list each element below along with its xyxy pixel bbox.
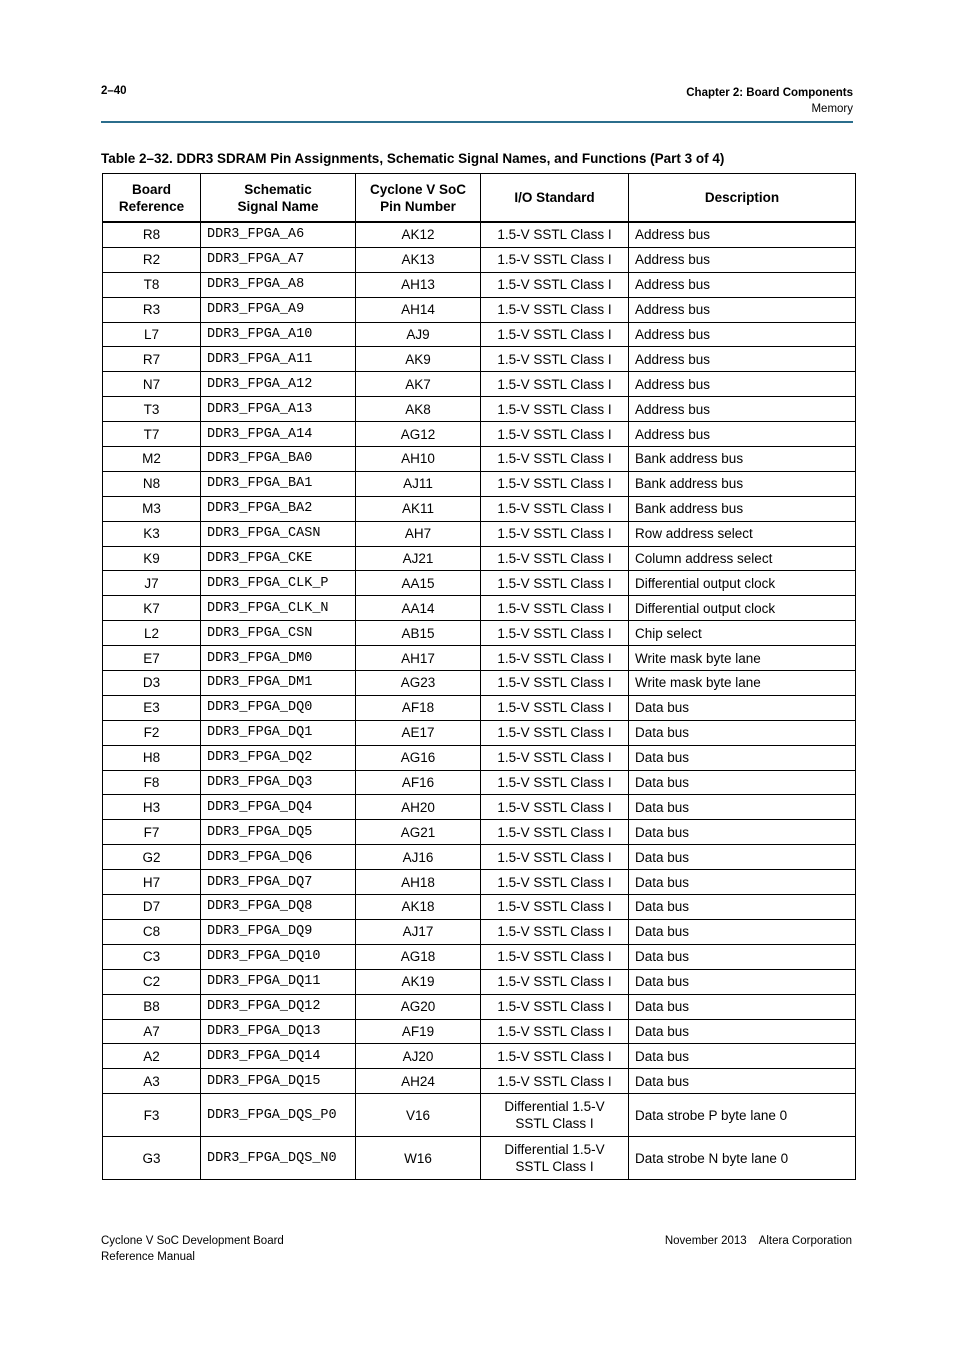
description-cell: Data bus (629, 1019, 856, 1044)
description-cell: Data bus (629, 820, 856, 845)
pin-number-cell: AK18 (356, 895, 481, 920)
signal-name-cell: DDR3_FPGA_A14 (201, 422, 356, 447)
signal-name-cell: DDR3_FPGA_BA2 (201, 496, 356, 521)
signal-name-cell: DDR3_FPGA_A13 (201, 397, 356, 422)
company-name: Altera Corporation (758, 1235, 852, 1247)
board-reference-cell: D3 (103, 671, 201, 696)
table-row (103, 770, 856, 795)
io-standard-cell: 1.5-V SSTL Class I (481, 272, 629, 297)
io-standard-cell: 1.5-V SSTL Class I (481, 471, 629, 496)
pin-number-cell: AK11 (356, 496, 481, 521)
io-standard-cell: 1.5-V SSTL Class I (481, 919, 629, 944)
pin-number-cell: AK12 (356, 222, 481, 247)
board-reference-cell: J7 (103, 571, 201, 596)
io-standard-cell: 1.5-V SSTL Class I (481, 397, 629, 422)
io-standard-cell (481, 1137, 629, 1180)
table-row (103, 272, 856, 297)
signal-name-cell: DDR3_FPGA_DQ12 (201, 994, 356, 1019)
board-reference-cell: A2 (103, 1044, 201, 1069)
pin-number-cell: AF19 (356, 1019, 481, 1044)
pin-number-cell: AK9 (356, 347, 481, 372)
table-row (103, 919, 856, 944)
table-row (103, 1019, 856, 1044)
signal-name-cell: DDR3_FPGA_A9 (201, 297, 356, 322)
board-reference-cell: M2 (103, 447, 201, 472)
signal-name-cell: DDR3_FPGA_DQ14 (201, 1044, 356, 1069)
board-reference-cell: F3 (103, 1094, 201, 1137)
table-row (103, 820, 856, 845)
table-row (103, 496, 856, 521)
table-row (103, 471, 856, 496)
table-row (103, 969, 856, 994)
signal-name-cell: DDR3_FPGA_DQ3 (201, 770, 356, 795)
signal-name-cell: DDR3_FPGA_DM1 (201, 671, 356, 696)
table-row (103, 1044, 856, 1069)
table-row (103, 671, 856, 696)
io-standard-cell: 1.5-V SSTL Class I (481, 870, 629, 895)
table-row (103, 845, 856, 870)
signal-name-cell: DDR3_FPGA_A7 (201, 247, 356, 272)
signal-name-cell: DDR3_FPGA_BA1 (201, 471, 356, 496)
pin-number-cell: AK13 (356, 247, 481, 272)
signal-name-cell: DDR3_FPGA_DQ6 (201, 845, 356, 870)
board-reference-cell: H8 (103, 745, 201, 770)
table-row (103, 1069, 856, 1094)
description-cell: Data bus (629, 944, 856, 969)
io-standard-cell: 1.5-V SSTL Class I (481, 1044, 629, 1069)
description-cell: Data bus (629, 1044, 856, 1069)
description-cell: Row address select (629, 521, 856, 546)
io-standard-cell: 1.5-V SSTL Class I (481, 297, 629, 322)
description-cell: Data bus (629, 770, 856, 795)
pin-number-cell: AJ11 (356, 471, 481, 496)
description-cell: Differential output clock (629, 571, 856, 596)
table-row (103, 895, 856, 920)
pin-number-cell: AG21 (356, 820, 481, 845)
io-standard-cell: 1.5-V SSTL Class I (481, 571, 629, 596)
table-row (103, 1137, 856, 1180)
description-cell: Chip select (629, 621, 856, 646)
pin-number-cell: AH18 (356, 870, 481, 895)
table-row (103, 571, 856, 596)
signal-name-cell: DDR3_FPGA_A11 (201, 347, 356, 372)
io-standard-cell: 1.5-V SSTL Class I (481, 820, 629, 845)
description-cell: Data bus (629, 870, 856, 895)
description-cell: Address bus (629, 297, 856, 322)
board-reference-cell: G3 (103, 1137, 201, 1180)
signal-name-cell: DDR3_FPGA_DQ7 (201, 870, 356, 895)
description-cell: Data bus (629, 795, 856, 820)
io-standard-cell: 1.5-V SSTL Class I (481, 895, 629, 920)
chapter-title: Chapter 2: Board Components (686, 87, 853, 99)
io-standard-cell: 1.5-V SSTL Class I (481, 671, 629, 696)
board-reference-cell: R2 (103, 247, 201, 272)
table-row (103, 720, 856, 745)
table-row (103, 322, 856, 347)
io-standard-cell: 1.5-V SSTL Class I (481, 222, 629, 247)
description-cell: Address bus (629, 322, 856, 347)
pin-number-cell: V16 (356, 1094, 481, 1137)
pin-number-cell: W16 (356, 1137, 481, 1180)
board-reference-cell: K9 (103, 546, 201, 571)
description-cell: Data bus (629, 919, 856, 944)
page-number: 2–40 (101, 85, 127, 97)
col-header-description: Description (629, 174, 856, 223)
pin-number-cell: AH14 (356, 297, 481, 322)
board-reference-cell: T3 (103, 397, 201, 422)
description-cell: Write mask byte lane (629, 646, 856, 671)
description-cell: Data bus (629, 969, 856, 994)
description-cell: Data bus (629, 745, 856, 770)
signal-name-cell: DDR3_FPGA_CLK_P (201, 571, 356, 596)
table-row (103, 222, 856, 247)
table-row (103, 447, 856, 472)
io-standard-cell: 1.5-V SSTL Class I (481, 770, 629, 795)
col-header-pin-number: Cyclone V SoC Pin Number (356, 174, 481, 223)
io-standard-cell: 1.5-V SSTL Class I (481, 347, 629, 372)
pin-number-cell: AG12 (356, 422, 481, 447)
description-cell: Bank address bus (629, 471, 856, 496)
description-cell: Data bus (629, 1069, 856, 1094)
col-header-io-standard: I/O Standard (481, 174, 629, 223)
board-reference-cell: L2 (103, 621, 201, 646)
signal-name-cell: DDR3_FPGA_DQ9 (201, 919, 356, 944)
pin-number-cell: AA14 (356, 596, 481, 621)
io-standard-cell: 1.5-V SSTL Class I (481, 372, 629, 397)
io-standard-cell: 1.5-V SSTL Class I (481, 546, 629, 571)
signal-name-cell: DDR3_FPGA_DQ11 (201, 969, 356, 994)
pin-number-cell: AH13 (356, 272, 481, 297)
pin-number-cell: AK19 (356, 969, 481, 994)
io-standard-cell: 1.5-V SSTL Class I (481, 1019, 629, 1044)
pin-number-cell: AG20 (356, 994, 481, 1019)
table-row (103, 1094, 856, 1137)
pin-assignment-table (102, 173, 856, 1180)
io-standard-line2: SSTL Class I (515, 1159, 594, 1175)
pin-number-cell: AJ9 (356, 322, 481, 347)
pin-number-cell: AK7 (356, 372, 481, 397)
footer-right (665, 1233, 852, 1249)
description-cell: Bank address bus (629, 496, 856, 521)
signal-name-cell: DDR3_FPGA_A8 (201, 272, 356, 297)
table-caption: Table 2–32. DDR3 SDRAM Pin Assignments, Schematic Signal Names, and Functions (Part 3 of 4) (101, 151, 725, 166)
board-reference-cell: T8 (103, 272, 201, 297)
board-reference-cell: M3 (103, 496, 201, 521)
description-cell: Data bus (629, 720, 856, 745)
pin-number-cell: AH7 (356, 521, 481, 546)
table-row (103, 546, 856, 571)
signal-name-cell: DDR3_FPGA_CLK_N (201, 596, 356, 621)
table-row (103, 646, 856, 671)
io-standard-cell: 1.5-V SSTL Class I (481, 944, 629, 969)
publish-date: November 2013 (664, 1235, 747, 1247)
board-reference-cell: R3 (103, 297, 201, 322)
board-reference-cell: N8 (103, 471, 201, 496)
io-standard-cell (481, 1094, 629, 1137)
pin-number-cell: AG23 (356, 671, 481, 696)
table-row (103, 347, 856, 372)
pin-number-cell: AH20 (356, 795, 481, 820)
io-standard-cell: 1.5-V SSTL Class I (481, 695, 629, 720)
signal-name-cell: DDR3_FPGA_BA0 (201, 447, 356, 472)
io-standard-cell: 1.5-V SSTL Class I (481, 422, 629, 447)
table-row (103, 870, 856, 895)
table-row (103, 397, 856, 422)
description-cell: Write mask byte lane (629, 671, 856, 696)
pin-number-cell: AJ16 (356, 845, 481, 870)
board-reference-cell: B8 (103, 994, 201, 1019)
board-reference-cell: C2 (103, 969, 201, 994)
board-reference-cell: R7 (103, 347, 201, 372)
board-reference-cell: G2 (103, 845, 201, 870)
io-standard-cell: 1.5-V SSTL Class I (481, 720, 629, 745)
description-cell: Address bus (629, 347, 856, 372)
description-cell: Data strobe N byte lane 0 (629, 1137, 856, 1180)
board-reference-cell: K7 (103, 596, 201, 621)
pin-number-cell: AF16 (356, 770, 481, 795)
signal-name-cell: DDR3_FPGA_DQ10 (201, 944, 356, 969)
description-cell: Data bus (629, 695, 856, 720)
io-standard-cell: 1.5-V SSTL Class I (481, 1069, 629, 1094)
col-header-signal-name: Schematic Signal Name (201, 174, 356, 223)
table-row (103, 621, 856, 646)
table-header-row (103, 174, 856, 223)
signal-name-cell: DDR3_FPGA_DM0 (201, 646, 356, 671)
footer-left (101, 1233, 284, 1265)
signal-name-cell: DDR3_FPGA_DQ1 (201, 720, 356, 745)
table-row (103, 297, 856, 322)
description-cell: Address bus (629, 272, 856, 297)
pin-number-cell: AF18 (356, 695, 481, 720)
io-standard-cell: 1.5-V SSTL Class I (481, 845, 629, 870)
board-reference-cell: C3 (103, 944, 201, 969)
manual-subtitle: Reference Manual (101, 1251, 195, 1263)
manual-title: Cyclone V SoC Development Board (101, 1235, 284, 1247)
description-cell: Data bus (629, 994, 856, 1019)
board-reference-cell: A7 (103, 1019, 201, 1044)
description-cell: Address bus (629, 247, 856, 272)
table-row (103, 745, 856, 770)
pin-number-cell: AG16 (356, 745, 481, 770)
pin-number-cell: AK8 (356, 397, 481, 422)
section-title: Memory (811, 103, 853, 115)
signal-name-cell: DDR3_FPGA_CSN (201, 621, 356, 646)
board-reference-cell: H7 (103, 870, 201, 895)
description-cell: Bank address bus (629, 447, 856, 472)
signal-name-cell: DDR3_FPGA_DQS_N0 (201, 1137, 356, 1180)
description-cell: Address bus (629, 397, 856, 422)
io-standard-cell: 1.5-V SSTL Class I (481, 969, 629, 994)
board-reference-cell: E7 (103, 646, 201, 671)
pin-number-cell: AH24 (356, 1069, 481, 1094)
table-row (103, 596, 856, 621)
board-reference-cell: N7 (103, 372, 201, 397)
signal-name-cell: DDR3_FPGA_DQ2 (201, 745, 356, 770)
io-standard-cell: 1.5-V SSTL Class I (481, 247, 629, 272)
pin-number-cell: AB15 (356, 621, 481, 646)
description-cell: Data bus (629, 895, 856, 920)
io-standard-cell: 1.5-V SSTL Class I (481, 447, 629, 472)
table-row (103, 372, 856, 397)
table-row (103, 944, 856, 969)
pin-number-cell: AJ17 (356, 919, 481, 944)
page-header (101, 83, 853, 123)
board-reference-cell: F8 (103, 770, 201, 795)
signal-name-cell: DDR3_FPGA_DQ4 (201, 795, 356, 820)
pin-number-cell: AJ21 (356, 546, 481, 571)
io-standard-cell: 1.5-V SSTL Class I (481, 521, 629, 546)
pin-number-cell: AJ20 (356, 1044, 481, 1069)
signal-name-cell: DDR3_FPGA_A10 (201, 322, 356, 347)
io-standard-line2: SSTL Class I (515, 1116, 594, 1132)
table-row (103, 695, 856, 720)
board-reference-cell: F7 (103, 820, 201, 845)
signal-name-cell: DDR3_FPGA_CASN (201, 521, 356, 546)
pin-number-cell: AH10 (356, 447, 481, 472)
io-standard-cell: 1.5-V SSTL Class I (481, 994, 629, 1019)
table-row (103, 422, 856, 447)
description-cell: Data strobe P byte lane 0 (629, 1094, 856, 1137)
description-cell: Address bus (629, 222, 856, 247)
signal-name-cell: DDR3_FPGA_DQS_P0 (201, 1094, 356, 1137)
table-row (103, 247, 856, 272)
io-standard-cell: 1.5-V SSTL Class I (481, 745, 629, 770)
table-row (103, 521, 856, 546)
pin-number-cell: AH17 (356, 646, 481, 671)
description-cell: Column address select (629, 546, 856, 571)
board-reference-cell: E3 (103, 695, 201, 720)
io-standard-cell: 1.5-V SSTL Class I (481, 621, 629, 646)
description-cell: Differential output clock (629, 596, 856, 621)
io-standard-cell: 1.5-V SSTL Class I (481, 596, 629, 621)
board-reference-cell: R8 (103, 222, 201, 247)
pin-number-cell: AA15 (356, 571, 481, 596)
board-reference-cell: H3 (103, 795, 201, 820)
io-standard-line1: Differential 1.5-V (504, 1142, 605, 1158)
board-reference-cell: A3 (103, 1069, 201, 1094)
io-standard-line1: Differential 1.5-V (504, 1099, 605, 1115)
pin-number-cell: AE17 (356, 720, 481, 745)
signal-name-cell: DDR3_FPGA_DQ0 (201, 695, 356, 720)
board-reference-cell: K3 (103, 521, 201, 546)
board-reference-cell: T7 (103, 422, 201, 447)
board-reference-cell: L7 (103, 322, 201, 347)
signal-name-cell: DDR3_FPGA_A6 (201, 222, 356, 247)
io-standard-cell: 1.5-V SSTL Class I (481, 496, 629, 521)
board-reference-cell: D7 (103, 895, 201, 920)
io-standard-cell: 1.5-V SSTL Class I (481, 795, 629, 820)
board-reference-cell: F2 (103, 720, 201, 745)
signal-name-cell: DDR3_FPGA_DQ15 (201, 1069, 356, 1094)
pin-number-cell: AG18 (356, 944, 481, 969)
signal-name-cell: DDR3_FPGA_A12 (201, 372, 356, 397)
signal-name-cell: DDR3_FPGA_DQ8 (201, 895, 356, 920)
col-header-board-reference: Board Reference (103, 174, 201, 223)
io-standard-cell: 1.5-V SSTL Class I (481, 646, 629, 671)
description-cell: Address bus (629, 372, 856, 397)
signal-name-cell: DDR3_FPGA_DQ13 (201, 1019, 356, 1044)
table-row (103, 795, 856, 820)
description-cell: Data bus (629, 845, 856, 870)
header-right (686, 85, 853, 117)
signal-name-cell: DDR3_FPGA_DQ5 (201, 820, 356, 845)
table-row (103, 994, 856, 1019)
signal-name-cell: DDR3_FPGA_CKE (201, 546, 356, 571)
board-reference-cell: C8 (103, 919, 201, 944)
io-standard-cell: 1.5-V SSTL Class I (481, 322, 629, 347)
description-cell: Address bus (629, 422, 856, 447)
